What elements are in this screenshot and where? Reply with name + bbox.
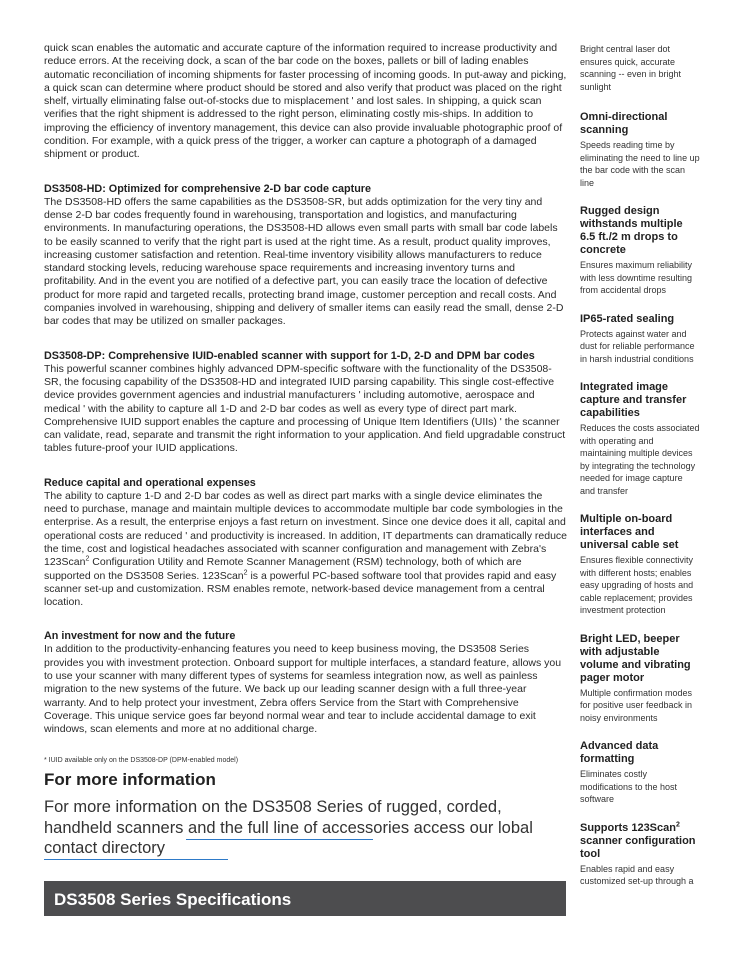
feature-desc: Eliminates costly modifications to the host software: [580, 769, 678, 804]
feature-desc: Enables rapid and easy customized set-up through a: [580, 863, 694, 886]
feature-title: Supports 123Scan$^2$ scanner configuration tool: [580, 820, 696, 860]
contact-directory-link-underline[interactable]: [186, 839, 373, 840]
feature-title: Rugged design withstands multiple 6.5 ft./2 m drops to concrete: [580, 205, 683, 256]
section-heading-hd: DS3508-HD: Optimized for comprehensive 2-D bar code capture: [44, 182, 371, 195]
more-info-text: For more information on the DS3508 Series of rugged, corded, handheld scanners and the full line of accessories access our lobal contact directory: [44, 798, 533, 858]
section-body-reduce-costs: The ability to capture 1-D and 2-D bar codes as well as direct part marks with a single device eliminates the need to purchase, manage and maintain multiple devices to accommodate multiple bar code symbologies in the enterprise. As a result, the enterprise enjoys a fast return on investment. Since one device does it all, capital and operational costs are reduced ' and productivity is increased. In addition, IT departments can dramatically reduce the time, cost and logistical headaches associated with scanner configuration and management with Zebra's 123Scan$^2$ Configuration Utility and Remote Scanner Management (RSM) technology, both of which are supported on the DS3508 Series. 123Scan$^2$ is a powerful PC-based software tool that provides rapid and easy scanner set-up and customization. RSM enables remote, network-based device management from a central location.: [44, 489, 568, 609]
section-body-investment: In addition to the productivity-enhancing features you need to keep business moving, the DS3508 Series provides you with investment protection. Onboard support for multiple interfaces, a standard feature, allows you to use your scanner with many different types of systems for seamless integration now, as well as painless migration to the new systems of the future. We back up our leading scanner design with a full three-year warranty. And to help protect your investment, Zebra offers Service from the Start with Comprehensive Coverage. This unique service goes far beyond normal wear and tear to include accidental damage to exit windows, scan elements and more at no additional charge.: [44, 643, 562, 736]
feature-desc: Ensures maximum reliability with less downtime resulting from accidental drops: [580, 260, 693, 295]
feature-sidebar: [580, 43, 700, 904]
feature-desc: Reduces the costs associated with operating and maintaining multiple devices by integrating the technology needed for image capture and transfer: [580, 423, 700, 496]
feature-desc: Multiple confirmation modes for positive user feedback in noisy environments: [580, 687, 693, 723]
section-heading-investment: An investment for now and the future: [44, 630, 236, 643]
feature-item: [580, 205, 700, 297]
more-info-title: For more information: [44, 770, 216, 790]
feature-item: [580, 313, 700, 366]
feature-item: [580, 381, 700, 497]
feature-item: [580, 513, 700, 617]
section-heading-reduce-costs: Reduce capital and operational expenses: [44, 476, 256, 489]
feature-desc: Ensures flexible connectivity with different hosts; enables easy upgrading of hosts and cable replacement; provides investment protection: [580, 555, 694, 615]
feature-title: Bright LED, beeper with adjustable volume and vibrating pager motor: [580, 632, 691, 684]
footnote: * IUID available only on the DS3508-DP (DPM-enabled model): [44, 757, 239, 765]
contact-directory-link-underline-2[interactable]: [44, 859, 228, 860]
main-column: [44, 42, 568, 859]
feature-title: Advanced data formatting: [580, 740, 659, 765]
specifications-header-bar: DS3508 Series Specifications: [44, 881, 566, 916]
feature-title: Multiple on-board interfaces and universal cable set: [580, 513, 679, 551]
feature-title: Omni-directional scanning: [580, 111, 668, 136]
feature-desc: Speeds reading time by eliminating the need to line up the bar code with the scan line: [580, 140, 700, 188]
feature-item: [580, 822, 700, 888]
feature-title: Integrated image capture and transfer capabilities: [580, 381, 687, 419]
feature-item: [580, 740, 700, 806]
section-body-dp: This powerful scanner combines highly advanced DPM-specific software with the functionality of the DS3508-SR, the focusing capability of the DS3508-HD and integrated IUID parsing capability. This single cost-effective device provides government agencies and industrial manufacturers ' including automotive, aerospace and medical ' with the ability to capture all 1-D and 2-D bar codes as well as every type of direct part mark. Comprehensive IUID support enables the capture and processing of Unique Item Identifiers (UIIs) ' the scanner can validate, read, separate and transmit the right information to your application. And field upgradable construct tables future-proof your IUID applications.: [44, 362, 566, 455]
feature-item: [580, 111, 700, 189]
feature-title: IP65-rated sealing: [580, 312, 675, 325]
section-body-hd: The DS3508-HD offers the same capabilities as the DS3508-SR, but adds optimization for the very tiny and dense 2-D bar codes frequently found in warehousing, transportation and logistics, and manufacturing environments. In manufacturing operations, the DS3508-HD allows even small parts with small bar code labels to be easily scanned to verify that the right part is used at the right time. As a result, product quality improves, increasing customer satisfaction and retention. Real-time inventory visibility allows manufacturers to reduce standard stocking levels, reducing warehouse space requirements and increasing inventory turns and profitability. And in the event you are notified of a defective part, you can easily trace the location of defective product for more rapid and targeted recalls, protecting brand image, customer perception and recall costs. And companies involved in warehousing, shipping and delivery of smaller items can easily read the small, dense 2-D bar codes that may be utilized on smaller packages.: [44, 195, 564, 328]
feature-item: [580, 633, 700, 725]
feature-desc: Protects against water and dust for reliable performance in harsh industrial conditions: [580, 328, 695, 364]
sidebar-intro: [580, 43, 700, 93]
intro-paragraph: quick scan enables the automatic and accurate capture of the information required to increase productivity and reduce errors. At the receiving dock, a scan of the bar code on the boxes, pallets or bill of lading enables automatic reconciliation of incoming shipments for faster processing of incoming goods. In put-away and picking, a quick scan can determine where product should be stored and also verify that product was placed on the right shelf, virtually eliminating false out-of-stocks due to misplacement ' and lost sales. In shipping, a quick scan verifies that the right shipment is addressed to the right person, eliminating costly mis-ships. In addition to improving the efficiency of inventory management, this device can also provide invaluable photographic proof of condition. For example, with a quick press of the trigger, a worker can capture a photograph of a damaged shipment or product.: [44, 42, 567, 161]
section-heading-dp: DS3508-DP: Comprehensive IUID-enabled scanner with support for 1-D, 2-D and DPM bar codes: [44, 349, 535, 362]
sidebar-intro-text: Bright central laser dot ensures quick, accurate scanning -- even in bright sunlight: [580, 44, 682, 92]
